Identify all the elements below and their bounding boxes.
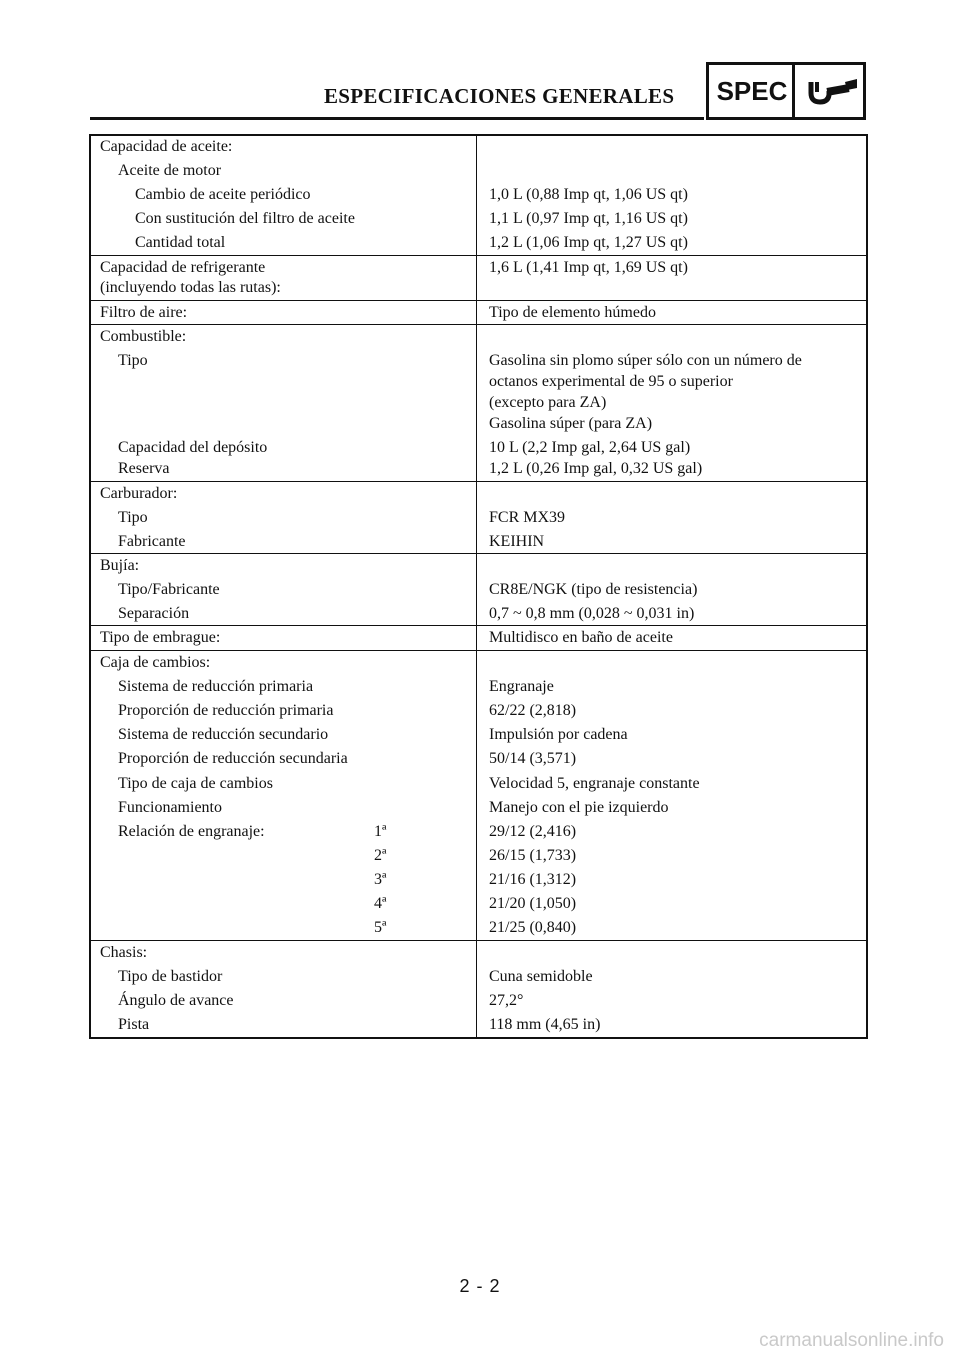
row-label: Combustible: xyxy=(100,328,187,345)
row-value: 10 L (2,2 Imp gal, 2,64 US gal) xyxy=(489,439,691,456)
page-title: ESPECIFICACIONES GENERALES xyxy=(324,84,675,108)
row-value: Cuna semidoble xyxy=(489,968,593,985)
row-sublabel: Con sustitución del filtro de aceite xyxy=(135,210,355,227)
row-value: Impulsión por cadena xyxy=(489,726,628,743)
row-sublabel: Capacidad del depósito xyxy=(118,439,268,456)
row-sublabel: Relación de engranaje: xyxy=(118,823,265,840)
row-label: Capacidad de aceite: xyxy=(100,138,233,155)
row-value: 50/14 (3,571) xyxy=(489,750,577,767)
row-value: 1,0 L (0,88 Imp qt, 1,06 US qt) xyxy=(489,186,688,203)
row-sublabel: Ángulo de avance xyxy=(118,992,234,1009)
row-value: octanos experimental de 95 o superior xyxy=(489,373,733,390)
row-value: CR8E/NGK (tipo de resistencia) xyxy=(489,581,698,598)
row-sublabel: Tipo de bastidor xyxy=(118,968,223,985)
row-sublabel: Tipo/Fabricante xyxy=(118,581,220,598)
row-sublabel: Proporción de reducción primaria xyxy=(118,702,334,719)
row-value: Multidisco en baño de aceite xyxy=(489,629,673,646)
row-sublabel: Fabricante xyxy=(118,533,186,550)
gear-number: 4ª xyxy=(374,895,387,912)
row-separator xyxy=(90,940,867,941)
gear-ratio: 21/16 (1,312) xyxy=(489,871,577,888)
row-label: (incluyendo todas las rutas): xyxy=(100,279,281,296)
row-separator xyxy=(90,625,867,626)
row-sublabel: Proporción de reducción secundaria xyxy=(118,750,348,767)
row-value: 62/22 (2,818) xyxy=(489,702,577,719)
watermark: carmanualsonline.info xyxy=(759,1330,944,1351)
gear-number: 2ª xyxy=(374,847,387,864)
row-separator xyxy=(90,481,867,482)
header-rule xyxy=(90,117,704,120)
row-separator xyxy=(90,324,867,325)
gear-ratio: 21/25 (0,840) xyxy=(489,919,577,936)
row-separator xyxy=(90,300,867,301)
row-label: Capacidad de refrigerante xyxy=(100,259,266,276)
row-sublabel: Separación xyxy=(118,605,190,622)
row-sublabel: Cambio de aceite periódico xyxy=(135,186,311,203)
row-label: Filtro de aire: xyxy=(100,304,188,321)
row-value: 118 mm (4,65 in) xyxy=(489,1016,601,1033)
row-value: 27,2° xyxy=(489,992,524,1009)
row-sublabel: Pista xyxy=(118,1016,150,1033)
gear-number: 1ª xyxy=(374,823,387,840)
gear-ratio: 26/15 (1,733) xyxy=(489,847,577,864)
row-separator xyxy=(90,650,867,651)
spec-badge-label: SPEC xyxy=(716,76,788,106)
row-value: Gasolina sin plomo súper sólo con un número de xyxy=(489,352,802,369)
row-value: KEIHIN xyxy=(489,533,545,550)
row-separator xyxy=(90,255,867,256)
gear-number: 5ª xyxy=(374,919,387,936)
row-value: 1,2 L (0,26 Imp gal, 0,32 US gal) xyxy=(489,460,703,477)
row-value: 0,7 ~ 0,8 mm (0,028 ~ 0,031 in) xyxy=(489,605,695,622)
row-value: 1,2 L (1,06 Imp qt, 1,27 US qt) xyxy=(489,234,688,251)
gear-ratio: 21/20 (1,050) xyxy=(489,895,577,912)
wrench-icon xyxy=(805,76,859,106)
row-value: 1,6 L (1,41 Imp qt, 1,69 US qt) xyxy=(489,259,688,276)
row-sublabel: Tipo xyxy=(118,352,148,369)
row-label: Carburador: xyxy=(100,485,178,502)
badge-divider xyxy=(792,62,795,120)
row-sublabel: Aceite de motor xyxy=(118,162,222,179)
gear-ratio: 29/12 (2,416) xyxy=(489,823,577,840)
row-sublabel: Tipo xyxy=(118,509,148,526)
row-sublabel: Sistema de reducción primaria xyxy=(118,678,314,695)
row-sublabel: Reserva xyxy=(118,460,170,477)
row-value: Gasolina súper (para ZA) xyxy=(489,415,653,432)
row-label: Caja de cambios: xyxy=(100,654,211,671)
page-number: 2 - 2 xyxy=(459,1276,501,1296)
row-sublabel: Funcionamiento xyxy=(118,799,222,816)
row-value: Manejo con el pie izquierdo xyxy=(489,799,669,816)
column-divider xyxy=(476,134,477,1039)
gear-number: 3ª xyxy=(374,871,387,888)
row-sublabel: Sistema de reducción secundario xyxy=(118,726,329,743)
row-sublabel: Cantidad total xyxy=(135,234,226,251)
row-sublabel: Tipo de caja de cambios xyxy=(118,775,273,792)
row-label: Tipo de embrague: xyxy=(100,629,221,646)
row-value: Velocidad 5, engranaje constante xyxy=(489,775,700,792)
row-label: Bujía: xyxy=(100,557,140,574)
row-label: Chasis: xyxy=(100,944,148,961)
row-separator xyxy=(90,553,867,554)
row-value: Engranaje xyxy=(489,678,554,695)
row-value: 1,1 L (0,97 Imp qt, 1,16 US qt) xyxy=(489,210,688,227)
row-value: Tipo de elemento húmedo xyxy=(489,304,656,321)
row-value: (excepto para ZA) xyxy=(489,394,607,411)
row-value: FCR MX39 xyxy=(489,509,566,526)
